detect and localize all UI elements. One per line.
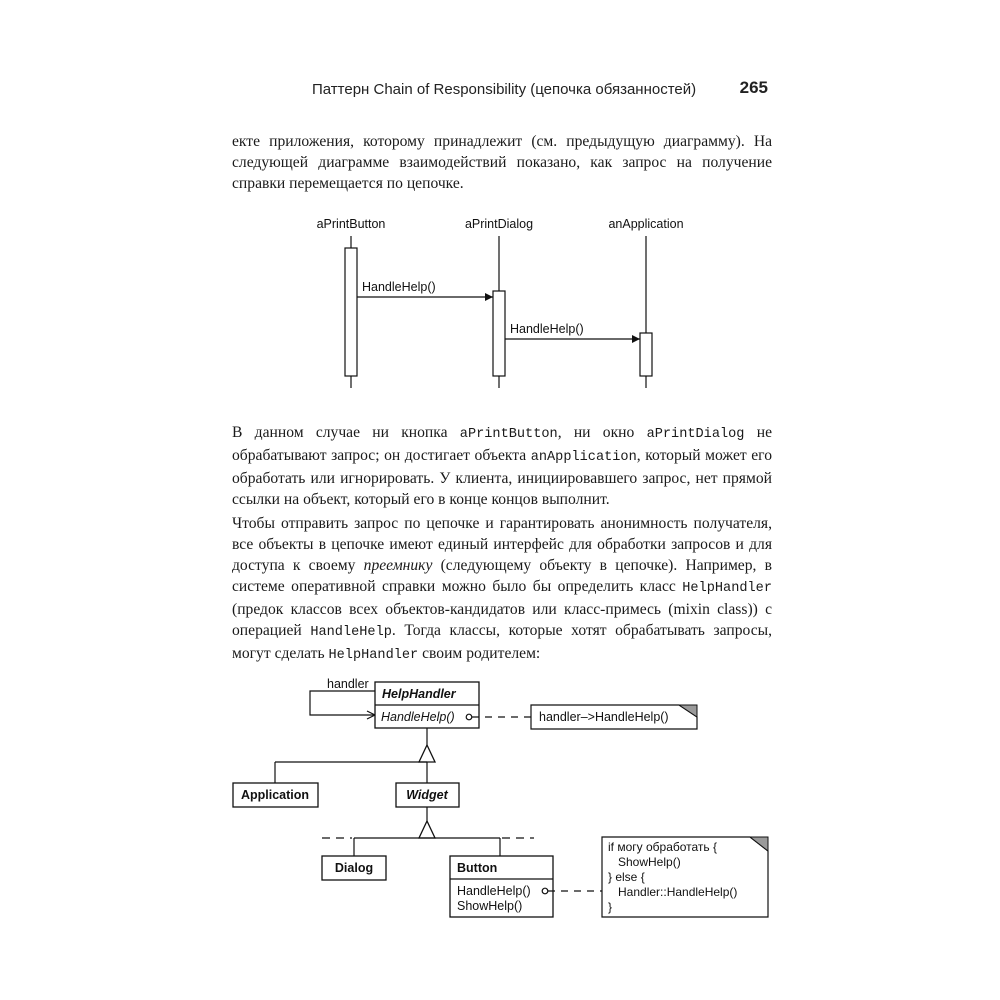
button-name: Button xyxy=(457,861,498,875)
note-2-line-5: } xyxy=(608,900,613,914)
inheritance-triangle-2 xyxy=(419,821,435,838)
object-label-aprintdialog: aPrintDialog xyxy=(464,217,534,231)
handler-self-association xyxy=(310,691,375,715)
message-label-2: HandleHelp() xyxy=(510,322,584,336)
button-operation-1: HandleHelp() xyxy=(457,884,531,898)
paragraph-1: екте приложения, которому принадлежит (см. предыдущую диаграмму). На следующей диаграмме взаимодействий показано, как запрос на получение справки перемещается по цепочке. xyxy=(232,133,772,192)
application-name: Application xyxy=(240,788,310,802)
page-number: 265 xyxy=(739,78,768,97)
code-anapplication: anApplication xyxy=(530,450,637,465)
code-aprintdialog: aPrintDialog xyxy=(646,427,745,442)
text-run: В данном случае ни кнопка xyxy=(232,424,460,441)
note-anchor-circle xyxy=(466,714,472,720)
note-2-line-1: if могу обработать { xyxy=(608,840,718,854)
widget-name: Widget xyxy=(406,788,448,802)
code-helphandler: HelpHandler xyxy=(682,581,772,596)
text-run: (предок классов всех объектов-кандидатов или класс-примесь (mixin class)) с операцией xyxy=(232,601,772,639)
object-label-aprintbutton: aPrintButton xyxy=(316,217,386,231)
note-2-line-2: ShowHelp() xyxy=(618,855,681,869)
inheritance-triangle-1 xyxy=(419,745,435,762)
code-aprintbutton: aPrintButton xyxy=(459,427,558,442)
text-run: Чтобы отправить запрос по цепочке и гарантировать анонимность получателя, все объекты в цепочке имеют единый интерфейс для обработки запросов и для доступа к своему xyxy=(232,515,772,574)
code-helphandler-2: HelpHandler xyxy=(328,648,419,663)
code-handlehelp: HandleHelp xyxy=(310,625,392,640)
text-run: своим родителем: xyxy=(418,645,541,662)
note-2-line-4: Handler::HandleHelp() xyxy=(618,885,738,899)
text-run: , ни окно xyxy=(557,424,647,441)
note-2-line-3: } else { xyxy=(608,870,645,884)
helphandler-operation: HandleHelp() xyxy=(381,710,455,724)
text-run: не обрабатывают запрос; он достигает объекта xyxy=(232,424,772,464)
note-anchor-circle xyxy=(542,888,548,894)
text-run: , который может его обработать или игнорировать. У клиента, инициировавшего запрос, нет прямой ссылки на объект, который его в конце концов выполнит. xyxy=(232,447,772,508)
text-run: (следующему объекту в цепочке). Например, в системе оперативной справки можно было бы определить класс xyxy=(232,557,772,595)
helphandler-name: HelpHandler xyxy=(382,687,456,701)
running-title: Паттерн Chain of Responsibility (цепочка обязанностей) xyxy=(312,81,697,98)
note-1-text: handler–>HandleHelp() xyxy=(539,710,669,724)
message-label-1: HandleHelp() xyxy=(362,280,436,294)
handler-role-label: handler xyxy=(327,677,369,691)
button-operation-2: ShowHelp() xyxy=(457,899,523,913)
emphasis-successor: преемнику xyxy=(363,557,433,574)
text-run: . Тогда классы, которые хотят обрабатывать запросы, могут сделать xyxy=(232,622,772,662)
dialog-name: Dialog xyxy=(334,861,374,875)
object-label-anapplication: anApplication xyxy=(608,217,684,231)
